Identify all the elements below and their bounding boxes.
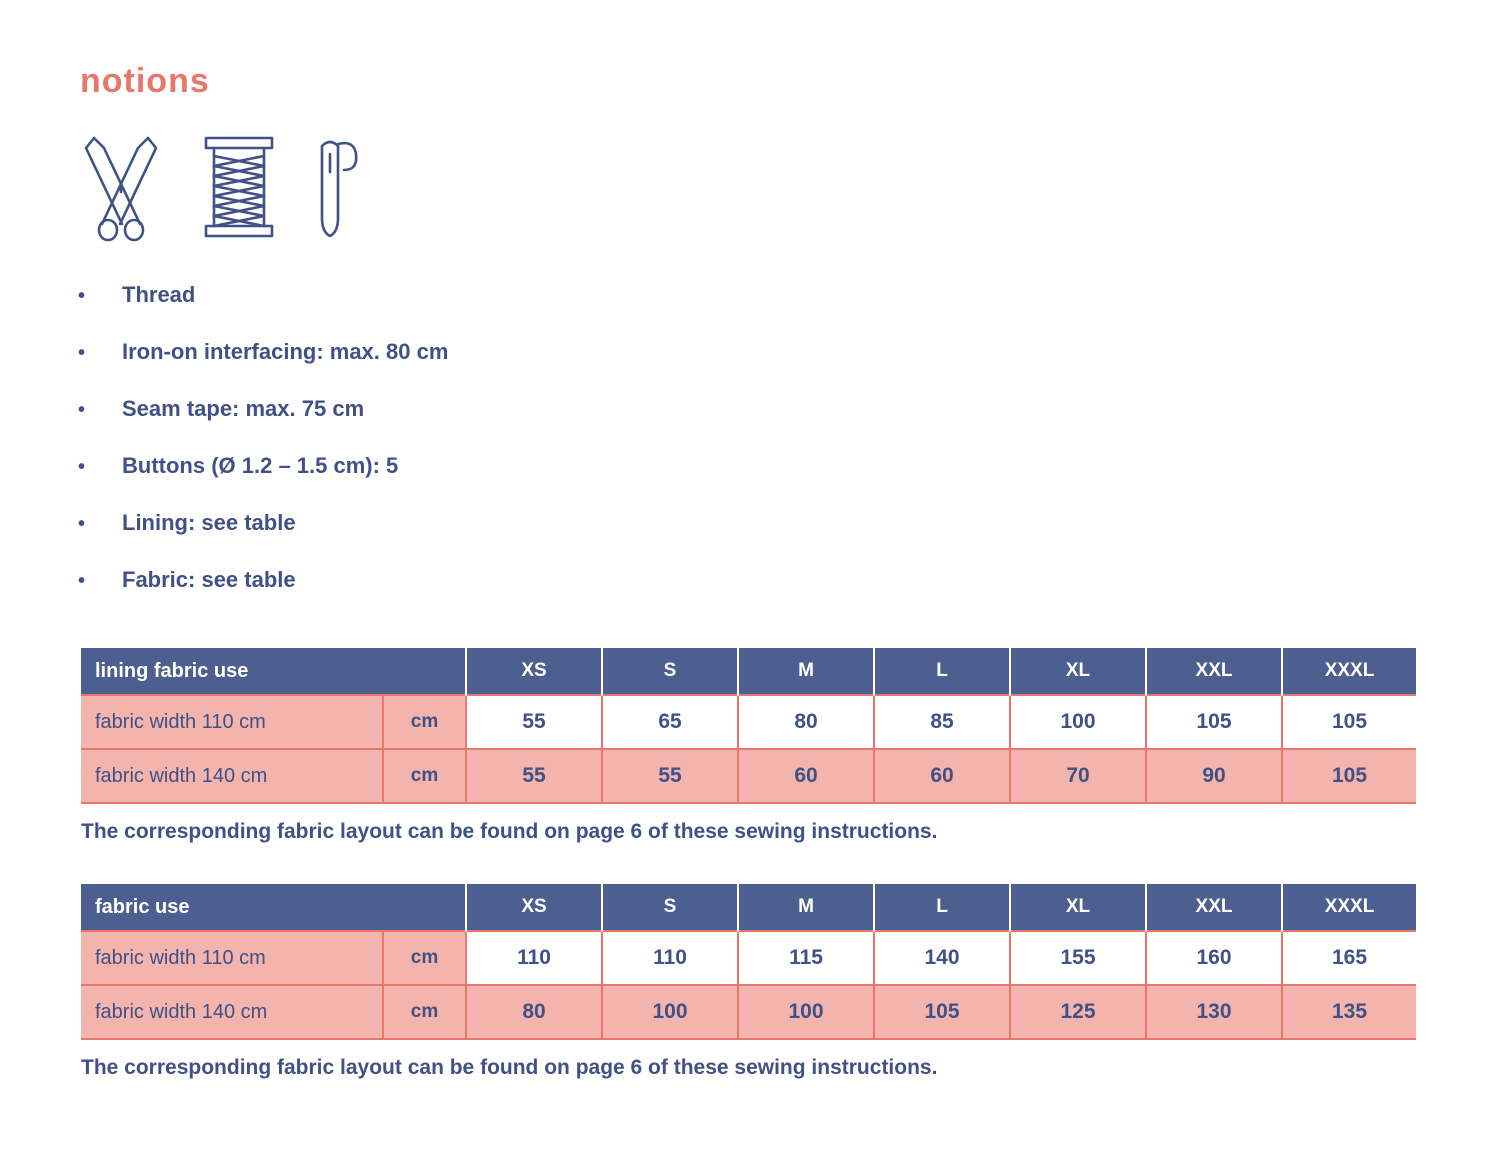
row-unit: cm [383, 985, 466, 1039]
cell-value: 80 [466, 985, 602, 1039]
cell-value: 160 [1146, 931, 1282, 985]
list-bullet: • [78, 513, 86, 535]
list-bullet: • [78, 342, 86, 364]
row-label: fabric width 140 cm [81, 985, 383, 1039]
table-row [81, 695, 1416, 749]
cell-value: 55 [466, 749, 602, 803]
list-bullet: • [78, 570, 86, 592]
scissors-icon [78, 132, 170, 242]
cell-value: 105 [1146, 695, 1282, 749]
cell-value: 70 [1010, 749, 1146, 803]
size-header-l: L [874, 884, 1010, 931]
cell-value: 105 [874, 985, 1010, 1039]
lining-fabric-use-table [81, 648, 1416, 804]
size-header-xxl: XXL [1146, 884, 1282, 931]
fabric-table-caption: The corresponding fabric layout can be found on page 6 of these sewing instructions. [81, 1056, 938, 1079]
list-item [78, 396, 978, 453]
list-item-label: Fabric: see table [122, 567, 296, 592]
cell-value: 135 [1282, 985, 1416, 1039]
table-title: lining fabric use [81, 648, 466, 695]
cell-value: 55 [602, 749, 738, 803]
row-label: fabric width 110 cm [81, 695, 383, 749]
lining-table-caption: The corresponding fabric layout can be found on page 6 of these sewing instructions. [81, 820, 938, 843]
size-header-xl: XL [1010, 884, 1146, 931]
cell-value: 115 [738, 931, 874, 985]
cell-value: 100 [602, 985, 738, 1039]
table-header-row [81, 648, 1416, 695]
list-item-label: Iron-on interfacing: max. 80 cm [122, 339, 449, 364]
list-item-label: Thread [122, 282, 196, 307]
table-row [81, 931, 1416, 985]
cell-value: 125 [1010, 985, 1146, 1039]
cell-value: 105 [1282, 695, 1416, 749]
size-header-xl: XL [1010, 648, 1146, 695]
size-header-s: S [602, 648, 738, 695]
row-label: fabric width 140 cm [81, 749, 383, 803]
cell-value: 100 [738, 985, 874, 1039]
table-header-row [81, 884, 1416, 931]
cell-value: 60 [874, 749, 1010, 803]
list-item [78, 282, 978, 339]
table-row [81, 985, 1416, 1039]
list-bullet: • [78, 399, 86, 421]
size-header-m: M [738, 648, 874, 695]
notions-list [78, 282, 978, 624]
table-row [81, 749, 1416, 803]
cell-value: 60 [738, 749, 874, 803]
list-item [78, 453, 978, 510]
needle-and-thread-icon [308, 132, 362, 242]
list-item [78, 339, 978, 396]
size-header-xs: XS [466, 884, 602, 931]
thread-spool-icon [200, 132, 278, 242]
cell-value: 130 [1146, 985, 1282, 1039]
cell-value: 105 [1282, 749, 1416, 803]
list-bullet: • [78, 456, 86, 478]
cell-value: 65 [602, 695, 738, 749]
size-header-l: L [874, 648, 1010, 695]
size-header-xxl: XXL [1146, 648, 1282, 695]
fabric-use-table [81, 884, 1416, 1040]
cell-value: 90 [1146, 749, 1282, 803]
cell-value: 165 [1282, 931, 1416, 985]
row-unit: cm [383, 695, 466, 749]
list-item [78, 510, 978, 567]
cell-value: 100 [1010, 695, 1146, 749]
cell-value: 110 [602, 931, 738, 985]
size-header-s: S [602, 884, 738, 931]
size-header-xxxl: XXXL [1282, 884, 1416, 931]
page-title: notions [80, 62, 210, 100]
size-header-xs: XS [466, 648, 602, 695]
notions-icon-group [78, 132, 362, 242]
list-item-label: Lining: see table [122, 510, 296, 535]
cell-value: 85 [874, 695, 1010, 749]
row-unit: cm [383, 931, 466, 985]
list-item-label: Buttons (Ø 1.2 – 1.5 cm): 5 [122, 453, 399, 478]
cell-value: 55 [466, 695, 602, 749]
cell-value: 140 [874, 931, 1010, 985]
table-title: fabric use [81, 884, 466, 931]
cell-value: 155 [1010, 931, 1146, 985]
row-unit: cm [383, 749, 466, 803]
size-header-m: M [738, 884, 874, 931]
list-item [78, 567, 978, 624]
row-label: fabric width 110 cm [81, 931, 383, 985]
cell-value: 80 [738, 695, 874, 749]
size-header-xxxl: XXXL [1282, 648, 1416, 695]
list-item-label: Seam tape: max. 75 cm [122, 396, 365, 421]
list-bullet: • [78, 285, 86, 307]
cell-value: 110 [466, 931, 602, 985]
